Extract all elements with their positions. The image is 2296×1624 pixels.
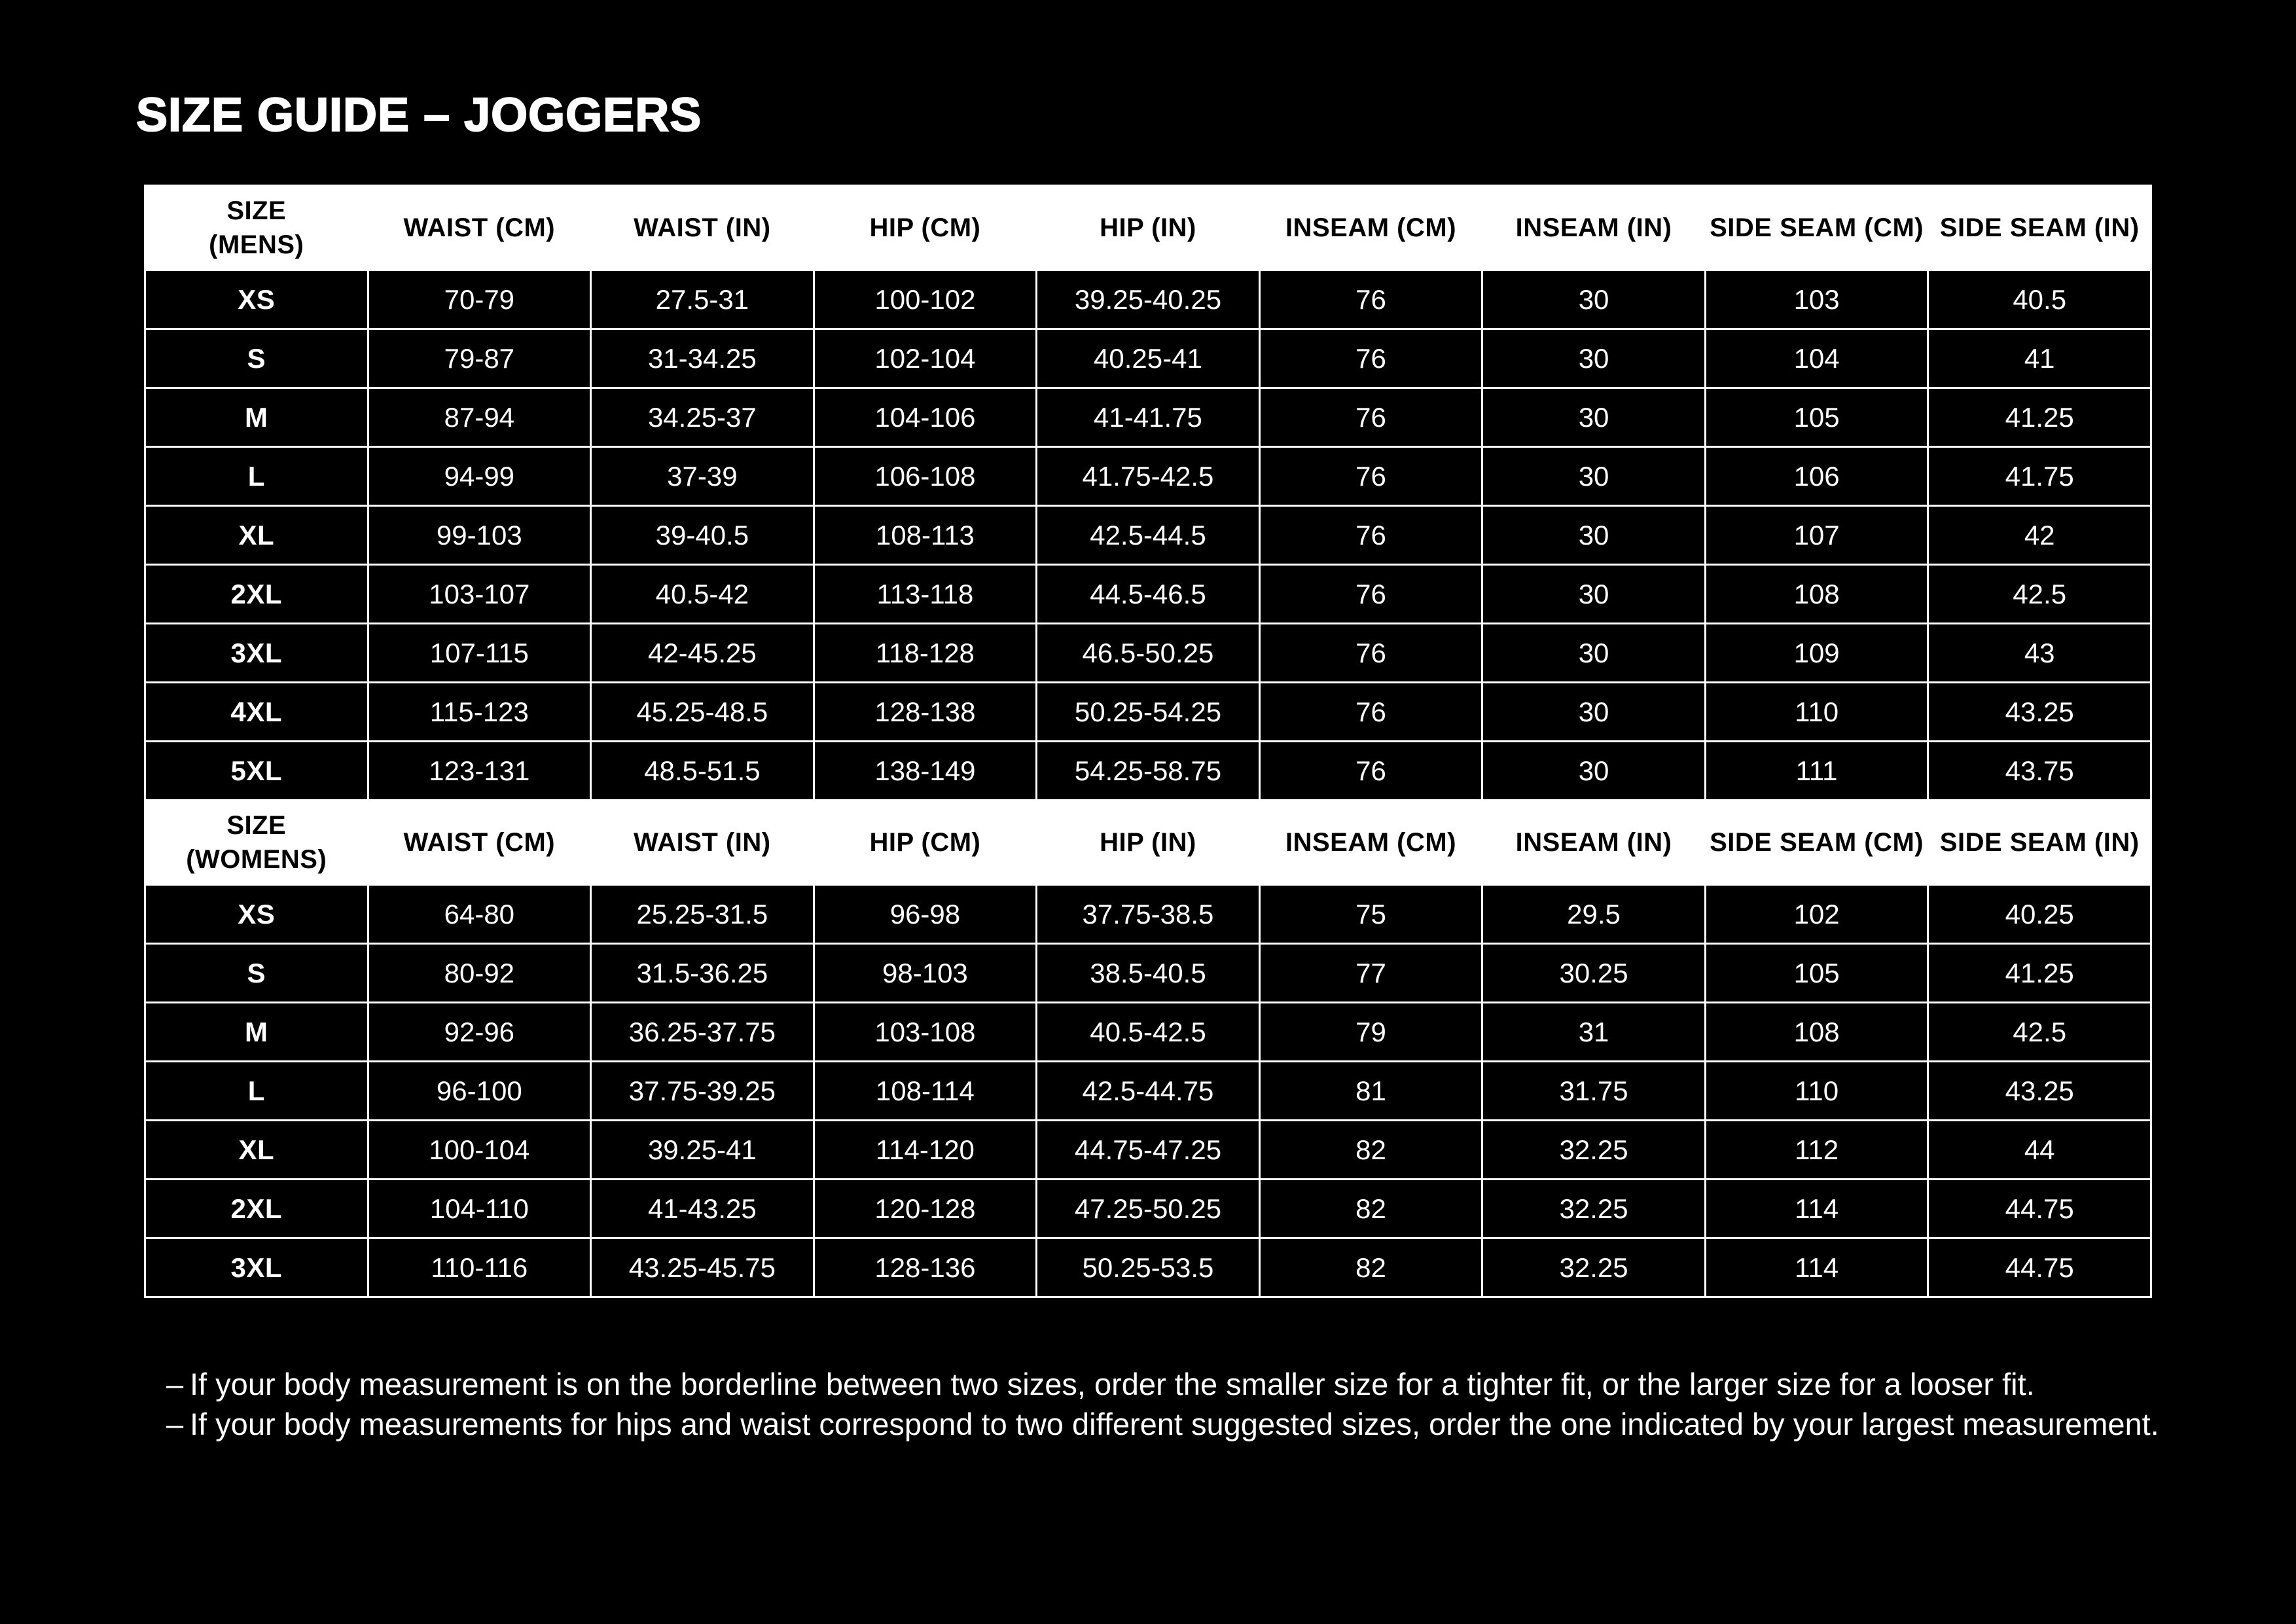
- measurement-cell: 76: [1259, 624, 1482, 683]
- table-header-row: [145, 186, 2151, 270]
- measurement-cell: 113-118: [814, 565, 1037, 624]
- table-row: [145, 742, 2151, 801]
- table-row: [145, 1238, 2151, 1297]
- measurement-cell: 100-104: [368, 1121, 591, 1180]
- note-bullet: –: [166, 1367, 184, 1401]
- measurement-cell: 103-107: [368, 565, 591, 624]
- measurement-cell: 43.25: [1928, 683, 2151, 742]
- measurement-cell: 54.25-58.75: [1037, 742, 1260, 801]
- measurement-cell: 30: [1482, 388, 1706, 447]
- measurement-cell: 81: [1259, 1062, 1482, 1121]
- size-cell: 5XL: [145, 742, 368, 801]
- measurement-cell: 70-79: [368, 270, 591, 329]
- size-cell: XL: [145, 1121, 368, 1180]
- measurement-cell: 46.5-50.25: [1037, 624, 1260, 683]
- measurement-cell: 104-106: [814, 388, 1037, 447]
- measurement-cell: 42.5-44.75: [1037, 1062, 1260, 1121]
- size-column-header: [145, 186, 368, 270]
- size-header-label: SIZE: [226, 196, 287, 225]
- measurement-cell: 30: [1482, 565, 1706, 624]
- column-header: INSEAM (CM): [1259, 186, 1482, 270]
- measurement-cell: 38.5-40.5: [1037, 944, 1260, 1003]
- measurement-cell: 41: [1928, 329, 2151, 388]
- measurement-cell: 42: [1928, 506, 2151, 565]
- table-row: [145, 1121, 2151, 1180]
- measurement-cell: 44.5-46.5: [1037, 565, 1260, 624]
- table-row: [145, 944, 2151, 1003]
- measurement-cell: 107: [1705, 506, 1928, 565]
- measurement-cell: 76: [1259, 329, 1482, 388]
- measurement-cell: 76: [1259, 742, 1482, 801]
- measurement-cell: 109: [1705, 624, 1928, 683]
- measurement-cell: 41-41.75: [1037, 388, 1260, 447]
- size-header-group: (MENS): [209, 230, 304, 259]
- table-row: [145, 506, 2151, 565]
- measurement-cell: 76: [1259, 447, 1482, 506]
- measurement-cell: 42.5-44.5: [1037, 506, 1260, 565]
- table-row: [145, 447, 2151, 506]
- measurement-cell: 107-115: [368, 624, 591, 683]
- table-row: [145, 624, 2151, 683]
- size-cell: L: [145, 1062, 368, 1121]
- size-guide-table: [144, 185, 2152, 1298]
- column-header: WAIST (IN): [591, 801, 814, 885]
- measurement-cell: 30.25: [1482, 944, 1706, 1003]
- measurement-cell: 105: [1705, 388, 1928, 447]
- measurement-cell: 79-87: [368, 329, 591, 388]
- measurement-cell: 44.75: [1928, 1180, 2151, 1238]
- measurement-cell: 76: [1259, 683, 1482, 742]
- measurement-cell: 37-39: [591, 447, 814, 506]
- column-header: INSEAM (IN): [1482, 186, 1706, 270]
- measurement-cell: 31.75: [1482, 1062, 1706, 1121]
- measurement-cell: 79: [1259, 1003, 1482, 1062]
- measurement-cell: 108: [1705, 565, 1928, 624]
- measurement-cell: 87-94: [368, 388, 591, 447]
- measurement-cell: 30: [1482, 447, 1706, 506]
- measurement-cell: 98-103: [814, 944, 1037, 1003]
- table-row: [145, 1003, 2151, 1062]
- measurement-cell: 104: [1705, 329, 1928, 388]
- note-text: If your body measurements for hips and waist correspond to two different suggested sizes, order the one indicated by your largest measurement.: [190, 1407, 2159, 1441]
- measurement-cell: 31-34.25: [591, 329, 814, 388]
- measurement-cell: 100-102: [814, 270, 1037, 329]
- table-row: [145, 565, 2151, 624]
- column-header: WAIST (IN): [591, 186, 814, 270]
- measurement-cell: 48.5-51.5: [591, 742, 814, 801]
- column-header: SIDE SEAM (IN): [1928, 801, 2151, 885]
- table-header-row: [145, 801, 2151, 885]
- measurement-cell: 108-113: [814, 506, 1037, 565]
- measurement-cell: 31.5-36.25: [591, 944, 814, 1003]
- column-header: INSEAM (IN): [1482, 801, 1706, 885]
- size-header-label: SIZE: [226, 811, 287, 840]
- measurement-cell: 41.25: [1928, 388, 2151, 447]
- measurement-cell: 102: [1705, 885, 1928, 944]
- measurement-cell: 77: [1259, 944, 1482, 1003]
- measurement-cell: 114: [1705, 1180, 1928, 1238]
- measurement-cell: 40.25: [1928, 885, 2151, 944]
- measurement-cell: 41.25: [1928, 944, 2151, 1003]
- size-notes: [166, 1364, 2182, 1444]
- size-cell: 2XL: [145, 1180, 368, 1238]
- measurement-cell: 25.25-31.5: [591, 885, 814, 944]
- measurement-cell: 75: [1259, 885, 1482, 944]
- column-header: SIDE SEAM (IN): [1928, 186, 2151, 270]
- measurement-cell: 40.5-42.5: [1037, 1003, 1260, 1062]
- measurement-cell: 30: [1482, 683, 1706, 742]
- measurement-cell: 82: [1259, 1180, 1482, 1238]
- measurement-cell: 111: [1705, 742, 1928, 801]
- note-bullet: –: [166, 1407, 184, 1441]
- measurement-cell: 64-80: [368, 885, 591, 944]
- size-cell: M: [145, 388, 368, 447]
- measurement-cell: 114: [1705, 1238, 1928, 1297]
- measurement-cell: 123-131: [368, 742, 591, 801]
- size-cell: S: [145, 944, 368, 1003]
- measurement-cell: 44: [1928, 1121, 2151, 1180]
- measurement-cell: 103: [1705, 270, 1928, 329]
- measurement-cell: 42.5: [1928, 1003, 2151, 1062]
- size-cell: XL: [145, 506, 368, 565]
- measurement-cell: 76: [1259, 565, 1482, 624]
- size-header-group: (WOMENS): [186, 845, 327, 874]
- measurement-cell: 39.25-40.25: [1037, 270, 1260, 329]
- measurement-cell: 103-108: [814, 1003, 1037, 1062]
- measurement-cell: 34.25-37: [591, 388, 814, 447]
- size-cell: L: [145, 447, 368, 506]
- measurement-cell: 37.75-39.25: [591, 1062, 814, 1121]
- column-header: WAIST (CM): [368, 801, 591, 885]
- page-title: SIZE GUIDE – JOGGERS: [136, 89, 702, 141]
- measurement-cell: 94-99: [368, 447, 591, 506]
- measurement-cell: 138-149: [814, 742, 1037, 801]
- measurement-cell: 43.25-45.75: [591, 1238, 814, 1297]
- measurement-cell: 42.5: [1928, 565, 2151, 624]
- measurement-cell: 41.75-42.5: [1037, 447, 1260, 506]
- measurement-cell: 102-104: [814, 329, 1037, 388]
- note-item: [166, 1404, 2182, 1444]
- column-header: HIP (IN): [1037, 186, 1260, 270]
- measurement-cell: 96-98: [814, 885, 1037, 944]
- measurement-cell: 37.75-38.5: [1037, 885, 1260, 944]
- measurement-cell: 30: [1482, 624, 1706, 683]
- measurement-cell: 43: [1928, 624, 2151, 683]
- measurement-cell: 45.25-48.5: [591, 683, 814, 742]
- measurement-cell: 110: [1705, 683, 1928, 742]
- measurement-cell: 104-110: [368, 1180, 591, 1238]
- table-row: [145, 329, 2151, 388]
- measurement-cell: 43.25: [1928, 1062, 2151, 1121]
- measurement-cell: 42-45.25: [591, 624, 814, 683]
- size-cell: 3XL: [145, 624, 368, 683]
- measurement-cell: 82: [1259, 1238, 1482, 1297]
- column-header: HIP (CM): [814, 186, 1037, 270]
- measurement-cell: 76: [1259, 506, 1482, 565]
- size-cell: M: [145, 1003, 368, 1062]
- measurement-cell: 96-100: [368, 1062, 591, 1121]
- measurement-cell: 43.75: [1928, 742, 2151, 801]
- size-cell: XS: [145, 885, 368, 944]
- size-cell: XS: [145, 270, 368, 329]
- table-row: [145, 1062, 2151, 1121]
- measurement-cell: 114-120: [814, 1121, 1037, 1180]
- measurement-cell: 44.75-47.25: [1037, 1121, 1260, 1180]
- note-item: [166, 1364, 2182, 1404]
- measurement-cell: 40.5-42: [591, 565, 814, 624]
- size-cell: 3XL: [145, 1238, 368, 1297]
- measurement-cell: 41-43.25: [591, 1180, 814, 1238]
- measurement-cell: 39.25-41: [591, 1121, 814, 1180]
- size-cell: 2XL: [145, 565, 368, 624]
- measurement-cell: 115-123: [368, 683, 591, 742]
- measurement-cell: 82: [1259, 1121, 1482, 1180]
- measurement-cell: 92-96: [368, 1003, 591, 1062]
- table-row: [145, 885, 2151, 944]
- measurement-cell: 99-103: [368, 506, 591, 565]
- measurement-cell: 128-136: [814, 1238, 1037, 1297]
- table-row: [145, 388, 2151, 447]
- measurement-cell: 50.25-54.25: [1037, 683, 1260, 742]
- measurement-cell: 36.25-37.75: [591, 1003, 814, 1062]
- column-header: SIDE SEAM (CM): [1705, 186, 1928, 270]
- measurement-cell: 32.25: [1482, 1238, 1706, 1297]
- measurement-cell: 40.5: [1928, 270, 2151, 329]
- measurement-cell: 44.75: [1928, 1238, 2151, 1297]
- measurement-cell: 32.25: [1482, 1180, 1706, 1238]
- measurement-cell: 32.25: [1482, 1121, 1706, 1180]
- measurement-cell: 39-40.5: [591, 506, 814, 565]
- measurement-cell: 29.5: [1482, 885, 1706, 944]
- measurement-cell: 76: [1259, 270, 1482, 329]
- measurement-cell: 80-92: [368, 944, 591, 1003]
- measurement-cell: 30: [1482, 329, 1706, 388]
- measurement-cell: 106-108: [814, 447, 1037, 506]
- measurement-cell: 47.25-50.25: [1037, 1180, 1260, 1238]
- column-header: INSEAM (CM): [1259, 801, 1482, 885]
- column-header: HIP (CM): [814, 801, 1037, 885]
- size-cell: S: [145, 329, 368, 388]
- measurement-cell: 40.25-41: [1037, 329, 1260, 388]
- measurement-cell: 30: [1482, 742, 1706, 801]
- measurement-cell: 128-138: [814, 683, 1037, 742]
- measurement-cell: 76: [1259, 388, 1482, 447]
- size-column-header: [145, 801, 368, 885]
- measurement-cell: 120-128: [814, 1180, 1037, 1238]
- table-row: [145, 1180, 2151, 1238]
- measurement-cell: 118-128: [814, 624, 1037, 683]
- measurement-cell: 112: [1705, 1121, 1928, 1180]
- note-text: If your body measurement is on the borderline between two sizes, order the smaller size for a tighter fit, or the larger size for a looser fit.: [190, 1367, 2035, 1401]
- column-header: WAIST (CM): [368, 186, 591, 270]
- measurement-cell: 106: [1705, 447, 1928, 506]
- table-row: [145, 683, 2151, 742]
- measurement-cell: 31: [1482, 1003, 1706, 1062]
- column-header: SIDE SEAM (CM): [1705, 801, 1928, 885]
- column-header: HIP (IN): [1037, 801, 1260, 885]
- measurement-cell: 50.25-53.5: [1037, 1238, 1260, 1297]
- measurement-cell: 110-116: [368, 1238, 591, 1297]
- measurement-cell: 108-114: [814, 1062, 1037, 1121]
- measurement-cell: 105: [1705, 944, 1928, 1003]
- table-row: [145, 270, 2151, 329]
- measurement-cell: 41.75: [1928, 447, 2151, 506]
- measurement-cell: 30: [1482, 506, 1706, 565]
- measurement-cell: 27.5-31: [591, 270, 814, 329]
- size-cell: 4XL: [145, 683, 368, 742]
- measurement-cell: 30: [1482, 270, 1706, 329]
- measurement-cell: 108: [1705, 1003, 1928, 1062]
- measurement-cell: 110: [1705, 1062, 1928, 1121]
